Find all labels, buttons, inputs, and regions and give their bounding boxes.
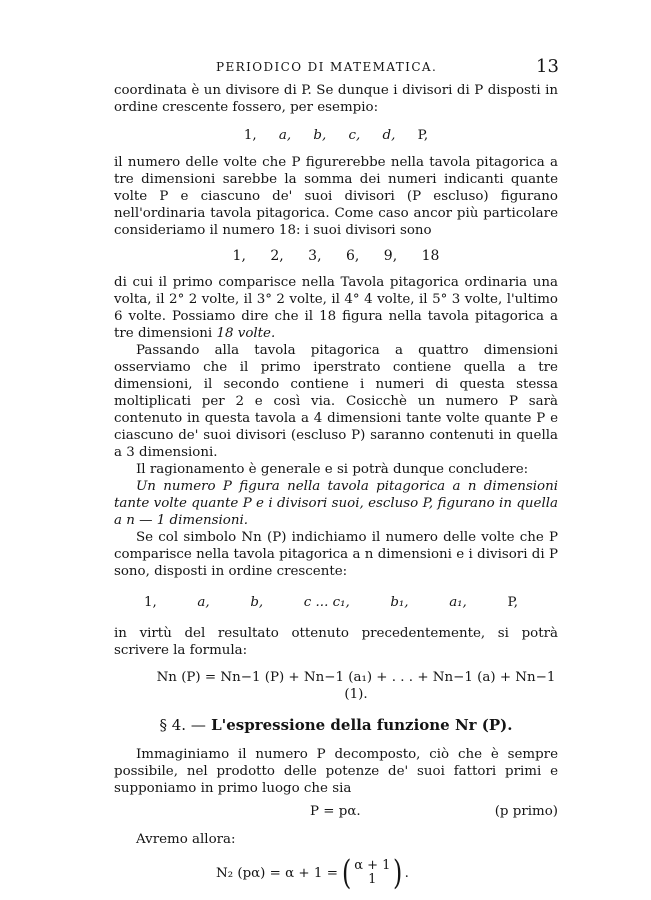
seq3-item: b, bbox=[250, 595, 264, 610]
seq2-item: 6, bbox=[345, 248, 360, 264]
paragraph-9: Immaginiamo il numero P decomposto, ciò che è sempre possibile, nel prodotto delle potenze de' suoi fattori primi e supponiamo in primo luogo che sia bbox=[114, 747, 558, 796]
seq1-item: b, bbox=[313, 128, 327, 143]
seq1-item: d, bbox=[382, 128, 396, 143]
seq3-item: c ... c₁, bbox=[303, 595, 350, 610]
recursion-formula: Nn (P) = Nn−1 (P) + Nn−1 (a₁) + . . . + Nn−1 (a) + Nn−1 (1). bbox=[156, 670, 556, 702]
seq2-item: 9, bbox=[383, 248, 398, 264]
body-text bbox=[114, 82, 558, 893]
running-header: PERIODICO DI MATEMATICA. bbox=[216, 60, 438, 74]
paragraph-5: Il ragionamento è generale e si potrà dunque concludere: bbox=[136, 462, 529, 477]
section-heading bbox=[114, 717, 558, 734]
seq2-item: 1, bbox=[232, 248, 246, 264]
seq2-item: 18 bbox=[421, 248, 440, 264]
paragraph-8: in virtù del resultato ottenuto precedentemente, si potrà scrivere la formula: bbox=[114, 626, 558, 658]
paragraph-7: Se col simbolo Nn (P) indichiamo il numero delle volte che P comparisce nella tavola pitagorica a n dimensioni e i divisori di P sono, disposti in ordine crescente: bbox=[114, 530, 558, 579]
section-number: § 4. — bbox=[159, 716, 206, 734]
divisor-sequence-1 bbox=[114, 127, 558, 144]
section-title: L'espressione della funzione Nr (P). bbox=[211, 716, 513, 734]
paragraph-3-text: di cui il primo comparisce nella Tavola pitagorica ordinaria una volta, il 2° 2 volte, il 3° 2 volte, il 4° 4 volte, il 5° 3 volte, l'ultimo 6 volte. Possiamo dire che il 18 figura nella tavola pitagorica a tre dimensioni bbox=[114, 275, 558, 341]
left-paren-icon: ( bbox=[341, 853, 352, 893]
seq3-item: P, bbox=[507, 595, 518, 610]
paragraph-10: Avremo allora: bbox=[136, 832, 236, 847]
seq1-item: 1, bbox=[243, 128, 257, 143]
theorem-statement: Un numero P figura nella tavola pitagorica a n dimensioni tante volte quante P e i divisori suoi, escluso P, figurano in quella a n — 1 dimensioni. bbox=[114, 479, 558, 528]
binomial-top: α + 1 bbox=[354, 858, 391, 873]
paragraph-2: il numero delle volte che P figurerebbe nella tavola pitagorica a tre dimensioni sarebbe la somma dei numeri indicanti quante volte P e ciascuno de' suoi divisori (P escluso) figurano nell'ordinaria tavola pitagorica. Come caso ancor più particolare consideriamo il numero 18: i suoi divisori sono bbox=[114, 155, 558, 238]
equation-2 bbox=[216, 853, 558, 893]
seq3-item: a₁, bbox=[449, 595, 467, 610]
binomial-stack bbox=[353, 859, 391, 887]
seq3-item: b₁, bbox=[390, 595, 409, 610]
seq2-item: 3, bbox=[308, 248, 322, 264]
seq3-item: a, bbox=[197, 595, 210, 610]
equation-1 bbox=[114, 801, 558, 825]
divisor-sequence-3 bbox=[114, 594, 558, 611]
binomial-coefficient bbox=[340, 853, 405, 893]
binomial-bottom: 1 bbox=[368, 872, 377, 887]
page-number: 13 bbox=[536, 56, 559, 77]
seq1-item: c, bbox=[348, 128, 361, 143]
right-paren-icon: ) bbox=[393, 853, 403, 893]
seq1-item: a, bbox=[278, 128, 292, 143]
equation-2-left: N₂ (pα) = α + 1 = bbox=[216, 865, 338, 881]
paragraph-4: Passando alla tavola pitagorica a quattro dimensioni osserviamo che il primo iperstrato contiene quella a tre dimensioni, il secondo contiene i numeri di questa stessa moltiplicati per 2 e così via. Cosicchè un numero P sarà contenuto in questa tavola a 4 dimensioni tante volte quante P e ciascuno de' suoi divisori (escluso P) saranno contenuti in quella a 3 dimensioni. bbox=[114, 343, 558, 460]
equation-1-note: (p primo) bbox=[494, 804, 558, 819]
seq2-item: 2, bbox=[270, 248, 284, 264]
divisor-sequence-2 bbox=[114, 248, 558, 265]
paragraph-1: coordinata è un divisore di P. Se dunque i divisori di P disposti in ordine crescente fossero, per esempio: bbox=[114, 83, 558, 115]
paragraph-3-italic: 18 volte. bbox=[216, 326, 276, 341]
equation-1-body: P = pα. bbox=[310, 804, 361, 819]
paragraph-3 bbox=[114, 274, 558, 342]
equation-2-end: . bbox=[404, 865, 409, 881]
seq3-item: 1, bbox=[144, 595, 157, 610]
seq1-item: P, bbox=[417, 128, 429, 143]
